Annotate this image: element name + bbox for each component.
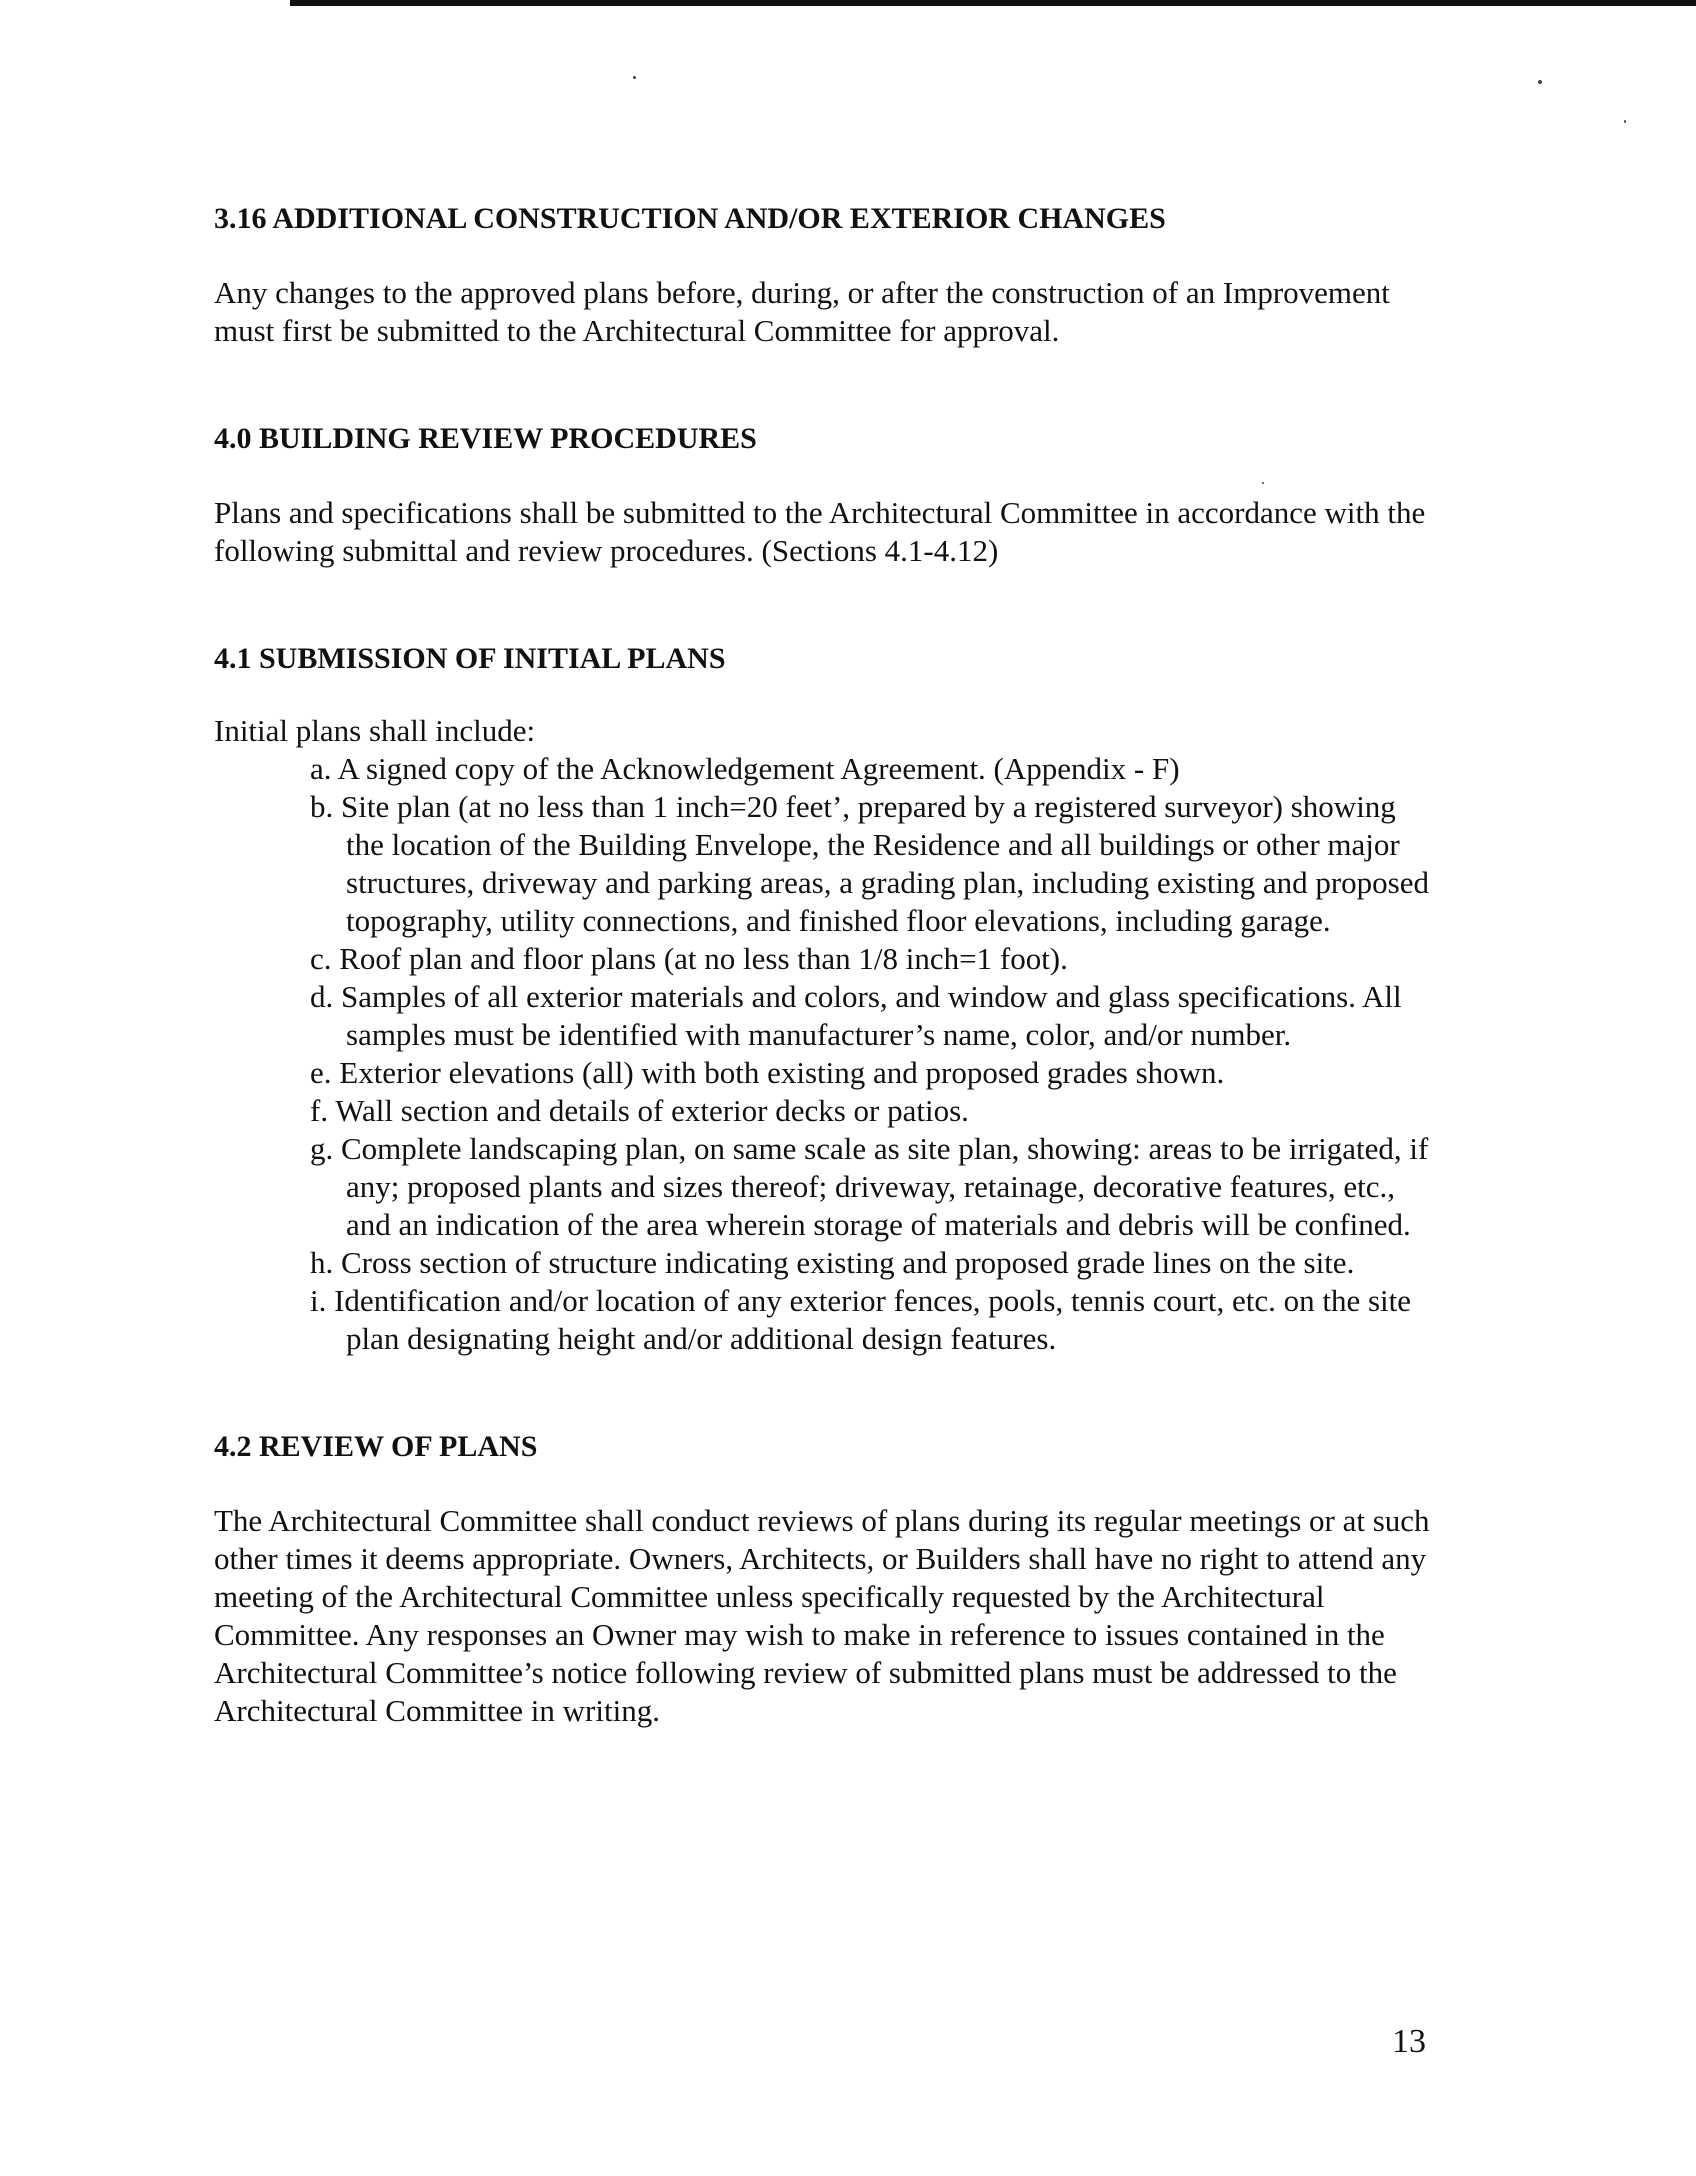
section-paragraph: The Architectural Committee shall conduct reviews of plans during its regular meetings or at such other times it deems appropriate. Owners, Architects, or Builders shall have no right to attend any meeting of the Architectural Committee unless specifically requested by the Architectural Committee. Any responses an Owner may wish to make in reference to issues contained in the Architectural Committee’s notice following review of submitted plans must be addressed to the Architectural Committee in writing. xyxy=(214,1503,1430,1728)
section-heading: 4.2 REVIEW OF PLANS xyxy=(214,1430,538,1463)
section-4-1 xyxy=(214,640,1454,1358)
list-item: a. A signed copy of the Acknowledgement Agreement. (Appendix - F) xyxy=(310,751,1180,786)
section-heading: 4.1 SUBMISSION OF INITIAL PLANS xyxy=(214,642,726,675)
list-item: h. Cross section of structure indicating existing and proposed grade lines on the site. xyxy=(310,1245,1355,1280)
scan-top-rule xyxy=(290,0,1696,6)
list-item: g. Complete landscaping plan, on same scale as site plan, showing: areas to be irrigated, if any; proposed plants and sizes thereof; driveway, retainage, decorative features, etc., and an indication of the area wherein storage of materials and debris will be confined. xyxy=(310,1131,1429,1242)
list-item: d. Samples of all exterior materials and colors, and window and glass specifications. All samples must be identified with manufacturer’s name, color, and/or number. xyxy=(310,979,1402,1052)
requirements-list xyxy=(310,750,1430,1358)
section-heading: 4.0 BUILDING REVIEW PROCEDURES xyxy=(214,422,757,455)
section-3-16 xyxy=(214,200,1454,350)
document-page xyxy=(214,200,1454,1730)
section-heading: 3.16 ADDITIONAL CONSTRUCTION AND/OR EXTERIOR CHANGES xyxy=(214,202,1166,235)
section-paragraph: Plans and specifications shall be submitted to the Architectural Committee in accordance with the following submittal and review procedures. (Sections 4.1-4.12) xyxy=(214,495,1426,568)
section-4-0 xyxy=(214,420,1454,570)
list-intro: Initial plans shall include: xyxy=(214,713,536,748)
scan-speck xyxy=(1538,80,1542,84)
page-number: 13 xyxy=(1392,2023,1426,2060)
section-4-2 xyxy=(214,1428,1454,1730)
list-item: e. Exterior elevations (all) with both existing and proposed grades shown. xyxy=(310,1055,1225,1090)
list-item: c. Roof plan and floor plans (at no less than 1/8 inch=1 foot). xyxy=(310,941,1068,976)
section-paragraph: Any changes to the approved plans before, during, or after the construction of an Improvement must first be submitted to the Architectural Committee for approval. xyxy=(214,275,1390,348)
scan-speck xyxy=(1624,120,1626,123)
list-item: f. Wall section and details of exterior decks or patios. xyxy=(310,1093,969,1128)
list-item: b. Site plan (at no less than 1 inch=20 feet’, prepared by a registered surveyor) showing the location of the Building Envelope, the Residence and all buildings or other major structures, driveway and parking areas, a grading plan, including existing and proposed topography, utility connections, and finished floor elevations, including garage. xyxy=(310,789,1429,938)
list-item: i. Identification and/or location of any exterior fences, pools, tennis court, etc. on the site plan designating height and/or additional design features. xyxy=(310,1283,1412,1356)
scan-speck xyxy=(633,76,636,79)
